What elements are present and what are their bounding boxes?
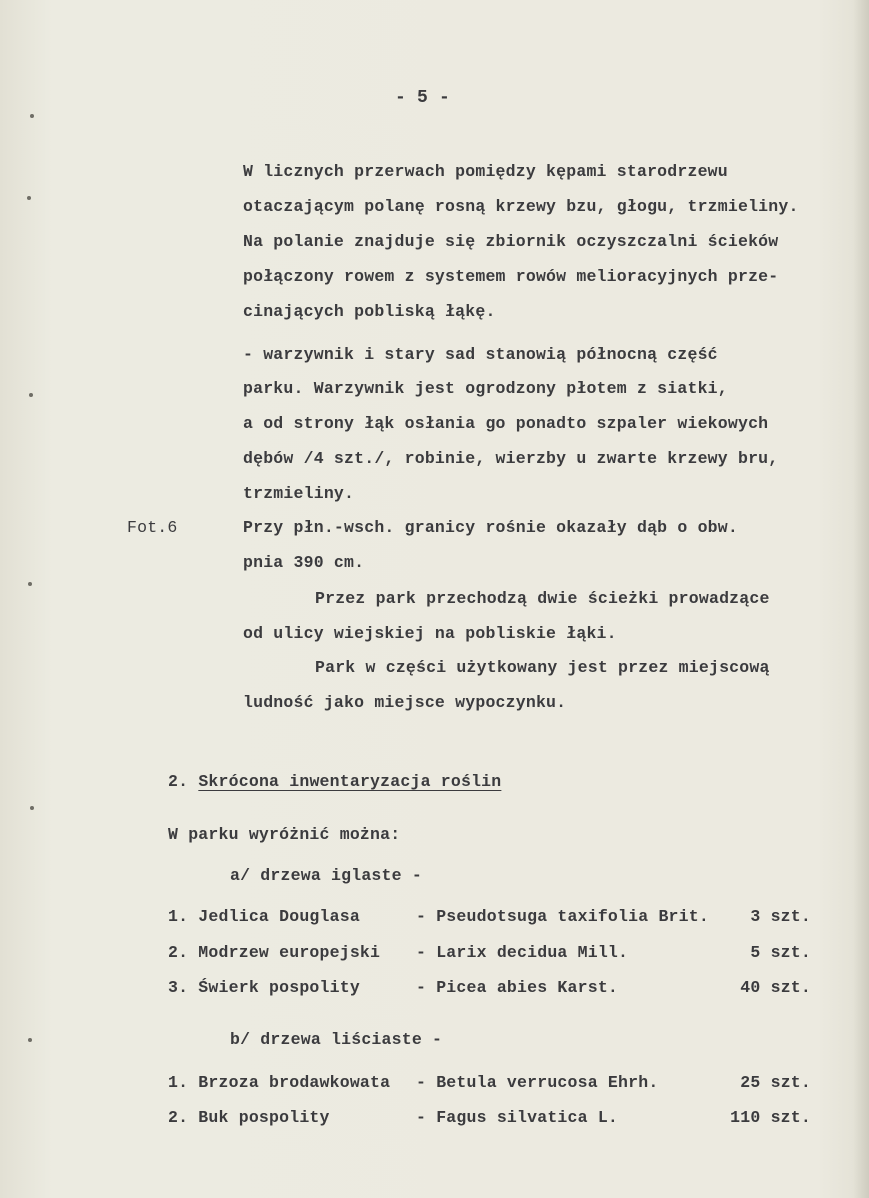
- species-count: 40 szt.: [740, 978, 811, 997]
- species-count: 5 szt.: [750, 943, 811, 962]
- species-latin: - Betula verrucosa Ehrh.: [416, 1073, 659, 1092]
- photo-line: pnia 390 cm.: [243, 553, 365, 572]
- section-number: 2.: [168, 772, 189, 791]
- species-latin: - Pseudotsuga taxifolia Brit.: [416, 907, 709, 926]
- use-line: ludność jako miejsce wypoczynku.: [243, 693, 567, 712]
- species-name: 2. Modrzew europejski: [168, 943, 381, 962]
- body-line: parku. Warzywnik jest ogrodzony płotem z siatki,: [243, 379, 728, 398]
- species-name: 1. Brzoza brodawkowata: [168, 1073, 391, 1092]
- body-line: połączony rowem z systemem rowów melioracyjnych prze-: [243, 267, 779, 286]
- page-edge-shadow: [853, 0, 869, 1198]
- body-line: dębów /4 szt./, robinie, wierzby u zwarte krzewy bru,: [243, 449, 779, 468]
- margin-speck: [30, 806, 34, 810]
- margin-speck: [28, 582, 32, 586]
- species-latin: - Larix decidua Mill.: [416, 943, 629, 962]
- species-latin: - Picea abies Karst.: [416, 978, 619, 997]
- photo-line: Przy płn.-wsch. granicy rośnie okazały dąb o obw.: [243, 518, 738, 537]
- species-count: 110 szt.: [730, 1108, 811, 1127]
- species-count: 25 szt.: [740, 1073, 811, 1092]
- margin-speck: [29, 393, 33, 397]
- photo-reference: Fot.6: [127, 518, 178, 537]
- section-heading: [168, 772, 501, 791]
- body-line: - warzywnik i stary sad stanowią północną część: [243, 345, 718, 364]
- intro-line: W parku wyróżnić można:: [168, 825, 401, 844]
- conifers-heading: a/ drzewa iglaste -: [230, 866, 422, 885]
- paths-line: od ulicy wiejskiej na pobliskie łąki.: [243, 624, 617, 643]
- body-line: Na polanie znajduje się zbiornik oczyszczalni ścieków: [243, 232, 779, 251]
- species-count: 3 szt.: [750, 907, 811, 926]
- margin-speck: [28, 1038, 32, 1042]
- deciduous-heading: b/ drzewa liściaste -: [230, 1030, 443, 1049]
- margin-speck: [27, 196, 31, 200]
- section-title: Skrócona inwentaryzacja roślin: [198, 772, 502, 791]
- page-number: - 5 -: [395, 88, 451, 108]
- species-name: 1. Jedlica Douglasa: [168, 907, 360, 926]
- body-line: a od strony łąk osłania go ponadto szpaler wiekowych: [243, 414, 769, 433]
- body-line: otaczającym polanę rosną krzewy bzu, głogu, trzmieliny.: [243, 197, 799, 216]
- species-latin: - Fagus silvatica L.: [416, 1108, 619, 1127]
- paths-line: Przez park przechodzą dwie ścieżki prowadzące: [315, 589, 770, 608]
- use-line: Park w części użytkowany jest przez miejscową: [315, 658, 770, 677]
- body-line: trzmieliny.: [243, 484, 355, 503]
- body-line: cinających pobliską łąkę.: [243, 302, 496, 321]
- margin-speck: [30, 114, 34, 118]
- species-name: 2. Buk pospolity: [168, 1108, 330, 1127]
- body-line: W licznych przerwach pomiędzy kępami starodrzewu: [243, 162, 728, 181]
- species-name: 3. Świerk pospolity: [168, 978, 360, 997]
